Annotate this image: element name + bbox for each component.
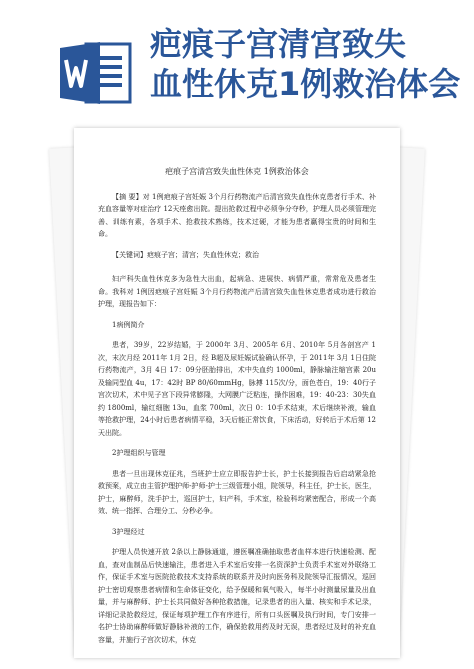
document-title: 疤痕子宫清宫致失血性休克 1例救治体会 bbox=[165, 167, 309, 176]
document-page bbox=[74, 128, 400, 658]
word-document-icon bbox=[60, 40, 132, 106]
organization-paragraph: 患者一旦出现休克征兆，当班护士应立即报告护士长，护士长接到报告后启动紧急抢救预案，成立由主管护理护师-护师-护士三级管理小组，院领导，科主任，护士长，医生，护士，麻醉师，洗手护士，巡回护士，妇产科，手术室，检验科均紧密配合，形成一个高效、统一指挥、合理分工、分秒必争。 bbox=[98, 469, 376, 515]
process-paragraph: 护理人员快速开放 2条以上静脉通道，遵医嘱准确抽取患者血样本进行快速检测、配血，查对血制品后快速输注，患者进入手术室后安排一名资深护士负责手术室对外联络工作，保证手术室与医院抢救技术支持系统的联系并及时向医务科及院领导汇报情况，巡回护士密切观察患者病情和生命体征变化，给予保暖和氧气吸入，每半小时测量尿量及出血量，并与麻醉师、护士长共同做好各种抢救措施，记录患者的出入量、核实和手术记录，详细记录抢救经过，保证每项护理工作有序进行，所有口头医嘱及执行时间，专门安排一名护士协助麻醉师做好静脉补液的工作，确保抢救用药及时无误，患者经过及时的补充血容量，并施行子宫次切术，休克 bbox=[98, 548, 376, 644]
intro-paragraph: 妇产科失血性休克多为急性大出血，起病急、进展快、病情严重，常常危及患者生命。我科对 1例因疤痕子宫妊娠 3个月行药物流产后清宫致失血性休克患者成功进行救治护理，现报告如下： bbox=[98, 275, 376, 308]
case-paragraph: 患者，39岁，22岁结婚，于 2000年 3月、2005年 6月、2010年 5月各剖宫产 1次，末次月经 2011年 1月 2日，经 B超及尿妊娠试验确认怀孕，于 2011年 3月 1日住院行药物流产，3月 4日 17：09分胚胎排出，术中失血约 1000ml，静脉输注缩宫素 20u及输同型血 4u，17：42时 BP 80/60mmHg，脉搏 115次/分，面色苍白，19：40行子宫次切术，术中见子宫下段异常膨隆，大网膜广泛粘连，操作困难，19：40-23：30失血约 1800ml，输红细胞 13u，血浆 700ml，次日 0：10手术结束，术后继续补液，输血等抢救护理，24小时后患者病情平稳，3天后能正常饮食，下床活动，好转后于术后第 12天出院。 bbox=[98, 341, 376, 437]
banner bbox=[0, 0, 474, 118]
banner-title bbox=[150, 24, 470, 104]
banner-title-line-1: 疤痕子宫清宫致失 bbox=[150, 25, 407, 63]
section-2-heading: 2护理组织与管理 bbox=[112, 449, 166, 457]
abstract-paragraph: 【摘 要】对 1例疤痕子宫妊娠 3个月行药物流产后清宫致失血性休克患者行手术、补充血容量等对症治疗 12天痊愈出院。提出抢救过程中必须争分夺秒，护理人员必须管理完善、训练有素，各项手术、抢救技术熟练，技术过硬，才能为患者赢得宝贵的时间和生命。 bbox=[98, 192, 376, 238]
banner-title-line-2: 血性休克1例救治体会 bbox=[150, 65, 461, 103]
section-3-heading: 3护理经过 bbox=[112, 527, 145, 536]
keywords-line: 【关键词】疤痕子宫；清宫；失血性休克；救治 bbox=[112, 250, 259, 259]
section-1-heading: 1病例简介 bbox=[112, 320, 145, 329]
